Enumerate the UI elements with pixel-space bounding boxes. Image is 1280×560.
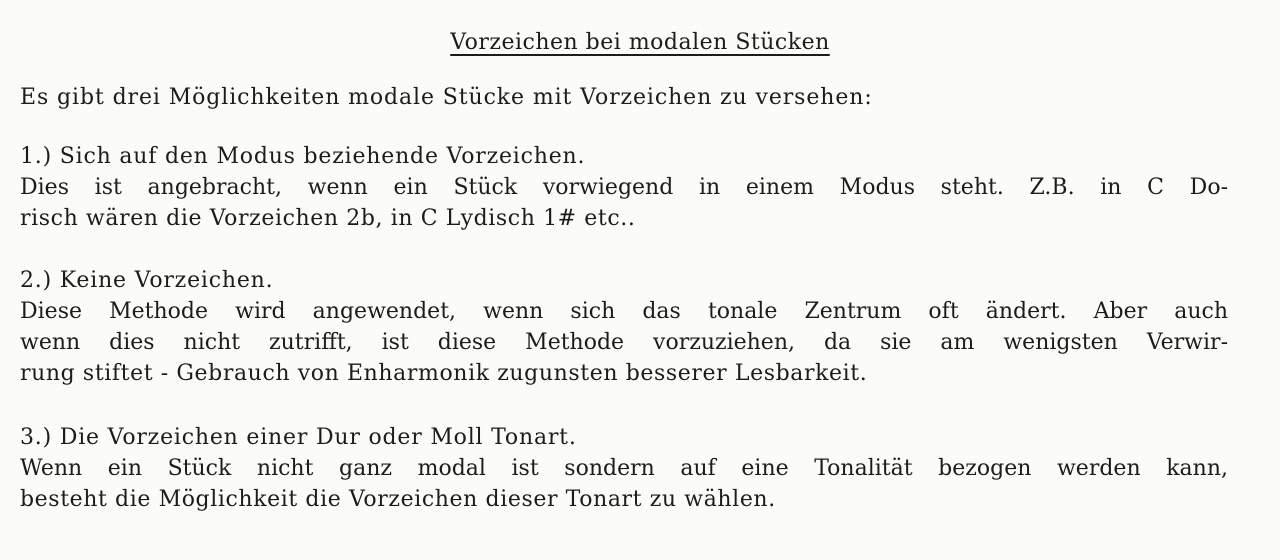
section-1 [20,141,1228,234]
intro-paragraph: Es gibt drei Möglichkeiten modale Stücke mit Vorzeichen zu versehen: [20,85,873,110]
page-title [0,28,1280,58]
section-1-line-1: Dies ist angebracht, wenn ein Stück vorwiegend in einem Modus steht. Z.B. in C Do- [20,175,1228,200]
section-1-line-2: risch wären die Vorzeichen 2b, in C Lydisch 1# etc.. [20,206,636,231]
section-3-line-1: Wenn ein Stück nicht ganz modal ist sondern auf eine Tonalität bezogen werden kann, [20,456,1228,481]
section-2-line-3: rung stiftet - Gebrauch von Enharmonik zugunsten besserer Lesbarkeit. [20,361,868,386]
section-3 [20,422,1228,515]
section-3-line-2: besteht die Möglichkeit die Vorzeichen dieser Tonart zu wählen. [20,487,776,512]
section-2-line-2: wenn dies nicht zutrifft, ist diese Methode vorzuziehen, da sie am wenigsten Verwir- [20,330,1228,355]
section-2 [20,265,1228,389]
page-title-text: Vorzeichen bei modalen Stücken [450,30,830,55]
section-2-line-1: Diese Methode wird angewendet, wenn sich das tonale Zentrum oft ändert. Aber auch [20,299,1228,324]
section-1-heading: 1.) Sich auf den Modus beziehende Vorzeichen. [20,144,586,169]
section-3-heading: 3.) Die Vorzeichen einer Dur oder Moll Tonart. [20,425,577,450]
section-2-heading: 2.) Keine Vorzeichen. [20,268,274,293]
